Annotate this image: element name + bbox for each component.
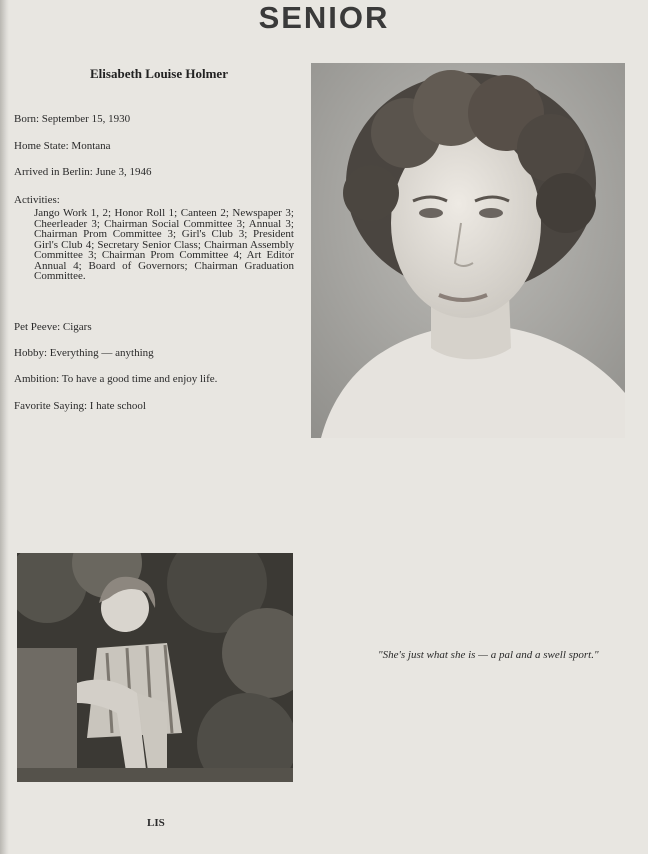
page-footer: LIS [147,817,165,829]
home-state-field: Home State: Montana [14,140,111,152]
portrait-photo [311,63,625,438]
hobby-field: Hobby: Everything — anything [14,347,154,359]
born-field: Born: September 15, 1930 [14,113,131,125]
senior-name: Elisabeth Louise Holmer [90,66,228,81]
arrived-field: Arrived in Berlin: June 3, 1946 [14,166,152,178]
portrait-illustration [311,63,625,438]
activities-list: Jango Work 1, 2; Honor Roll 1; Canteen 2; Newspaper 3; Cheerleader 3; Chairman Social Committee 3; Annual 3; Chairman Prom Committee 3; Girl's Club 3; President Girl's Club 4; Secretary Senior Class; Chairman Assembly Committee 3; Chairman Prom Committee 4; Art Editor Annual 4; Board of Governors; Chairman Graduation Committee. [34,207,294,282]
activities-label: Activities: [14,194,60,206]
favorite-saying-field: Favorite Saying: I hate school [14,400,146,412]
yearbook-quote: "She's just what she is — a pal and a swell sport." [378,649,599,661]
candid-illustration [17,553,293,782]
candid-photo [17,553,293,782]
ambition-field: Ambition: To have a good time and enjoy life. [14,373,218,385]
page-heading: SENIOR [258,0,390,35]
page-binding-shadow [0,0,9,854]
pet-peeve-field: Pet Peeve: Cigars [14,321,92,333]
